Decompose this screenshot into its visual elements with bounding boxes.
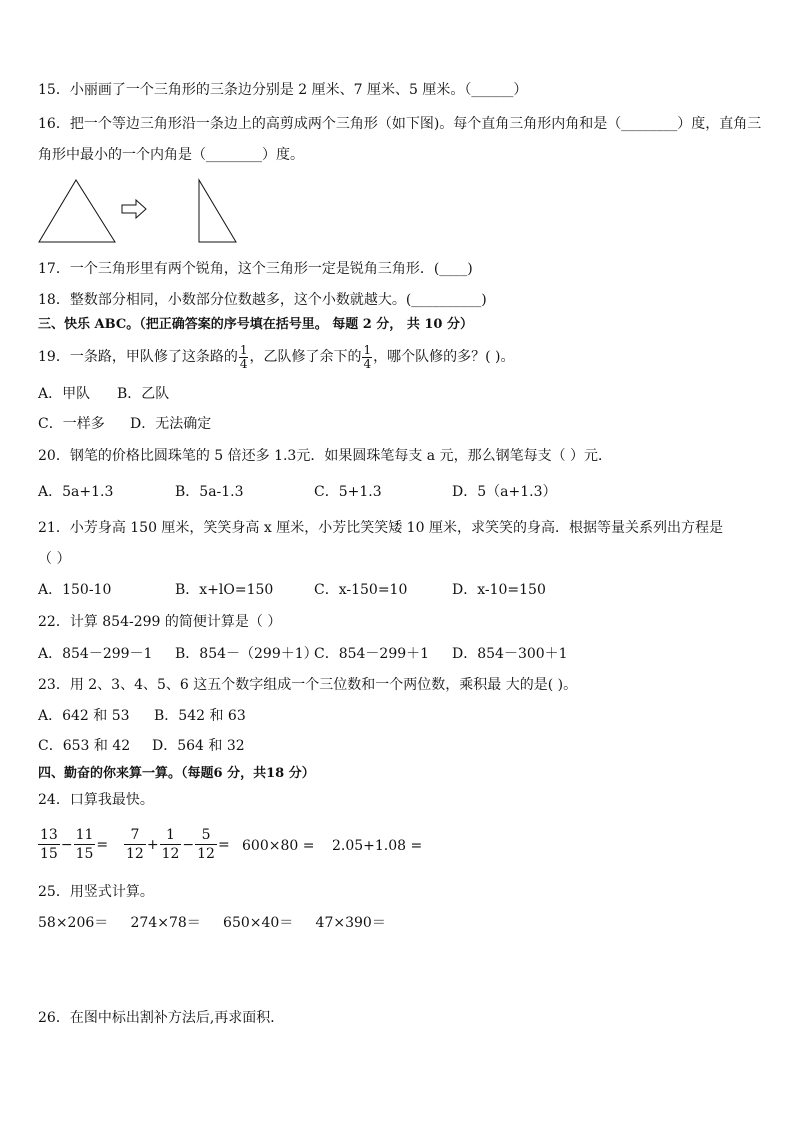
q16-line1: 16．把一个等边三角形沿一条边上的高剪成两个三角形（如下图)。每个直角三角形内角和是（________）度，直角三 [38,116,762,132]
right-triangle [199,180,236,242]
q21-option-d: D．x-10=150 [452,582,546,598]
q21-option-a: A．150-10 [38,582,112,598]
q22-option-c: C．854－299＋1 [314,646,430,662]
q24: 24．口算我最快。 [38,792,154,808]
q22-option-b: B．854－（299＋1） [175,646,318,662]
q21-paren: （ ） [38,551,71,567]
q16-line2: 角形中最小的一个内角是（________）度。 [38,147,304,163]
q15: 15．小丽画了一个三角形的三条边分别是 2 厘米、7 厘米、5 厘米。（______） [38,82,528,98]
q23: 23．用 2、3、4、5、6 这五个数字组成一个三位数和一个两位数，乘积最 大的是( )。 [38,677,578,693]
q19-pre: 19．一条路，甲队修了这条路的 [38,349,238,365]
q24-expr-2: $\frac{7}{12}$ + $\frac{1}{12}$ − $\frac{5}{12}$ = [126,827,230,862]
q19-option-b: B．乙队 [117,386,170,402]
q21-option-c: C．x-150=10 [314,582,408,598]
section-4-heading: 四、勤奋的你来算一算。（每题6 分，共18 分） [38,766,315,781]
q23-option-c: C．653 和 42 [38,738,131,754]
equilateral-triangle [39,180,115,242]
q17: 17．一个三角形里有两个锐角，这个三角形一定是锐角三角形．(____) [38,261,473,277]
section-3-heading: 三、快乐 ABC。（把正确答案的序号填在括号里。 每题 2 分， 共 10 分） [38,317,473,332]
q19-post: ，哪个队修的多？( )。 [373,349,515,365]
q20-option-a: A．5a+1.3 [38,484,114,500]
q25-items: 58×206＝ 274×78＝ 650×40＝ 47×390＝ [38,915,386,931]
q20-option-c: C．5+1.3 [314,484,382,500]
q22: 22．计算 854-299 的简便计算是（ ） [38,614,282,630]
q19-mid: ，乙队修了余下的 [249,349,362,365]
q18: 18．整数部分相同，小数部分位数越多，这个小数就越大。(__________) [38,292,487,308]
q19-fraction-1: $\frac{1}{4}$ [239,342,248,371]
q19-option-d: D．无法确定 [130,416,212,432]
q19-option-a: A．甲队 [38,386,91,402]
q23-option-a: A．642 和 53 [38,708,130,724]
triangle-diagram [36,176,276,246]
q24-expr-4: 2.05+1.08 = [332,838,423,854]
q22-option-a: A．854－299－1 [38,646,153,662]
q22-option-d: D．854－300＋1 [452,646,568,662]
q24-expr-3: 600×80 = [242,838,315,854]
q19-option-c: C．一样多 [38,416,105,432]
q20-option-b: B．5a-1.3 [175,484,244,500]
q21: 21．小芳身高 150 厘米，笑笑身高 x 厘米，小芳比笑笑矮 10 厘米，求笑笑的身高．根据等量关系列出方程是 [38,520,723,536]
q20-option-d: D．5（a+1.3） [452,484,557,500]
q20: 20．钢笔的价格比圆珠笔的 5 倍还多 1.3元．如果圆珠笔每支 a 元，那么钢笔每支（ ）元． [38,448,613,464]
q21-option-b: B．x+lO=150 [175,582,274,598]
q24-expr-1: $\frac{13}{15}$ − $\frac{11}{15}$ = [40,827,109,862]
q26: 26．在图中标出割补方法后,再求面积． [38,1010,285,1026]
q23-option-d: D．564 和 32 [152,738,245,754]
arrow-icon [122,200,146,218]
q25: 25．用竖式计算。 [38,884,154,900]
q19-fraction-2: $\frac{1}{4}$ [363,342,372,371]
q19 [38,342,514,372]
q23-option-b: B．542 和 63 [154,708,246,724]
